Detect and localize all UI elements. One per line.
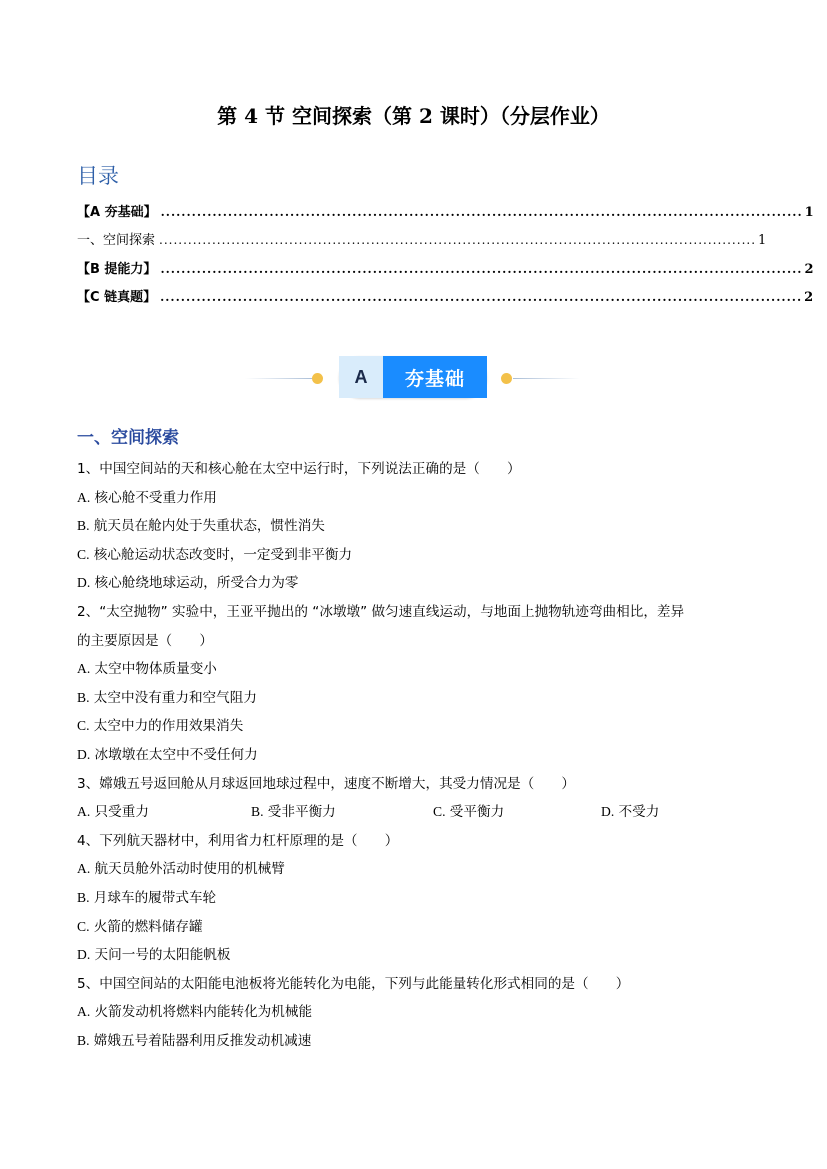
toc-entry-c[interactable] xyxy=(77,286,814,314)
banner-text: 夯基础 xyxy=(383,356,487,398)
option-label: D. xyxy=(77,575,91,591)
section-heading: 一、空间探索 xyxy=(77,428,179,448)
option[interactable] xyxy=(77,512,757,541)
option-label: B. xyxy=(77,1032,90,1048)
option-text: 只受重力 xyxy=(94,804,149,821)
option-text: 核心舱不受重力作用 xyxy=(94,489,217,506)
option[interactable] xyxy=(77,998,757,1027)
question-list xyxy=(77,455,757,1055)
option-text: 冰墩墩在太空中不受任何力 xyxy=(94,746,258,763)
question-stem: 3、嫦娥五号返回舱从月球返回地球过程中，速度不断增大，其受力情况是（ ） xyxy=(77,775,576,792)
option-text: 航天员在舱内处于失重状态，惯性消失 xyxy=(93,518,325,535)
toc-entry-space[interactable] xyxy=(77,229,767,257)
option[interactable] xyxy=(77,1027,757,1056)
option-text: 太空中没有重力和空气阻力 xyxy=(93,689,257,706)
option[interactable] xyxy=(77,655,757,684)
toc-entry-b[interactable] xyxy=(77,258,814,286)
option[interactable] xyxy=(77,941,757,970)
option-label: C. xyxy=(77,718,90,734)
question xyxy=(77,827,757,970)
question-stem: 4、下列航天器材中，利用省力杠杆原理的是（ ） xyxy=(77,832,399,849)
option-label: B. xyxy=(251,804,264,820)
toc-entry-label: 一、空间探索 xyxy=(77,233,156,249)
toc-entry-page: 1 xyxy=(804,205,814,220)
option-label: A. xyxy=(77,861,91,877)
option-text: 不受力 xyxy=(618,804,660,821)
question xyxy=(77,970,757,1056)
banner-dot-icon xyxy=(501,373,512,384)
question xyxy=(77,455,757,598)
toc-leader-dots: ............................................................................................................................ xyxy=(159,233,757,248)
option[interactable] xyxy=(77,741,757,770)
toc-leader-dots: ............................................................................................................................ xyxy=(160,205,803,219)
option-label: B. xyxy=(77,689,90,705)
option-label: A. xyxy=(77,804,91,820)
banner-divider-left xyxy=(245,378,315,379)
option-label: B. xyxy=(77,518,90,534)
toc-entry-page: 1 xyxy=(758,233,767,249)
banner-divider-right xyxy=(513,378,580,379)
section-banner xyxy=(245,356,580,398)
option-label: C. xyxy=(433,804,446,820)
option[interactable] xyxy=(433,798,601,827)
option-label: A. xyxy=(77,489,91,505)
option-text: 月球车的履带式车轮 xyxy=(93,889,217,906)
option-text: 核心舱绕地球运动，所受合力为零 xyxy=(94,575,299,592)
toc-entry-label: 【A 夯基础】 xyxy=(77,205,157,220)
toc-leader-dots: ............................................................................................................................ xyxy=(160,261,803,276)
option-label: C. xyxy=(77,546,90,562)
option-text: 火箭发动机将燃料内能转化为机械能 xyxy=(94,1004,313,1021)
question-stem: 2、“太空抛物” 实验中，王亚平抛出的 “冰墩墩” 做匀速直线运动，与地面上抛物轨迹弯曲相比，差异 xyxy=(77,603,685,620)
options-row xyxy=(77,798,757,827)
option-text: 嫦娥五号着陆器利用反推发动机减速 xyxy=(93,1032,312,1049)
option[interactable] xyxy=(601,798,659,827)
option[interactable] xyxy=(77,855,757,884)
banner-pill xyxy=(339,356,487,398)
option[interactable] xyxy=(251,798,433,827)
option-label: D. xyxy=(601,804,615,820)
option-text: 核心舱运动状态改变时，一定受到非平衡力 xyxy=(93,546,353,563)
banner-dot-icon xyxy=(312,373,323,384)
option-text: 受非平衡力 xyxy=(267,804,336,821)
question xyxy=(77,598,757,770)
toc-entry-a[interactable] xyxy=(77,201,814,229)
option-text: 太空中物体质量变小 xyxy=(94,661,217,678)
option-text: 受平衡力 xyxy=(449,804,505,821)
toc-leader-dots: ............................................................................................................................ xyxy=(160,289,803,304)
option-text: 航天员舱外活动时使用的机械臂 xyxy=(94,861,285,878)
option[interactable] xyxy=(77,712,757,741)
toc-entry-label: 【B 提能力】 xyxy=(77,261,157,277)
option-text: 天问一号的太阳能帆板 xyxy=(94,947,231,964)
page-title: 第 4 节 空间探索（第 2 课时）（分层作业） xyxy=(217,104,610,128)
option[interactable] xyxy=(77,798,251,827)
option-label: A. xyxy=(77,661,91,677)
banner-letter: A xyxy=(339,356,383,398)
question-stem: 1、中国空间站的天和核心舱在太空中运行时，下列说法正确的是（ ） xyxy=(77,461,521,477)
option[interactable] xyxy=(77,884,757,913)
toc-heading: 目录 xyxy=(77,164,119,188)
option-label: A. xyxy=(77,1004,91,1020)
option[interactable] xyxy=(77,913,757,942)
option-text: 火箭的燃料储存罐 xyxy=(93,918,203,935)
table-of-contents xyxy=(77,201,814,314)
toc-entry-page: 2 xyxy=(804,261,814,277)
question-stem: 5、中国空间站的太阳能电池板将光能转化为电能，下列与此能量转化形式相同的是（ ） xyxy=(77,975,630,992)
option-text: 太空中力的作用效果消失 xyxy=(93,718,244,735)
option-label: D. xyxy=(77,947,91,963)
option-label: B. xyxy=(77,889,90,905)
question-stem: 的主要原因是（ ） xyxy=(77,632,213,649)
option[interactable] xyxy=(77,541,757,570)
option[interactable] xyxy=(77,484,757,513)
option-label: D. xyxy=(77,746,91,762)
question xyxy=(77,770,757,827)
option[interactable] xyxy=(77,569,757,598)
option-label: C. xyxy=(77,918,90,934)
toc-entry-label: 【C 链真题】 xyxy=(77,289,157,305)
option[interactable] xyxy=(77,684,757,713)
toc-entry-page: 2 xyxy=(804,289,814,305)
